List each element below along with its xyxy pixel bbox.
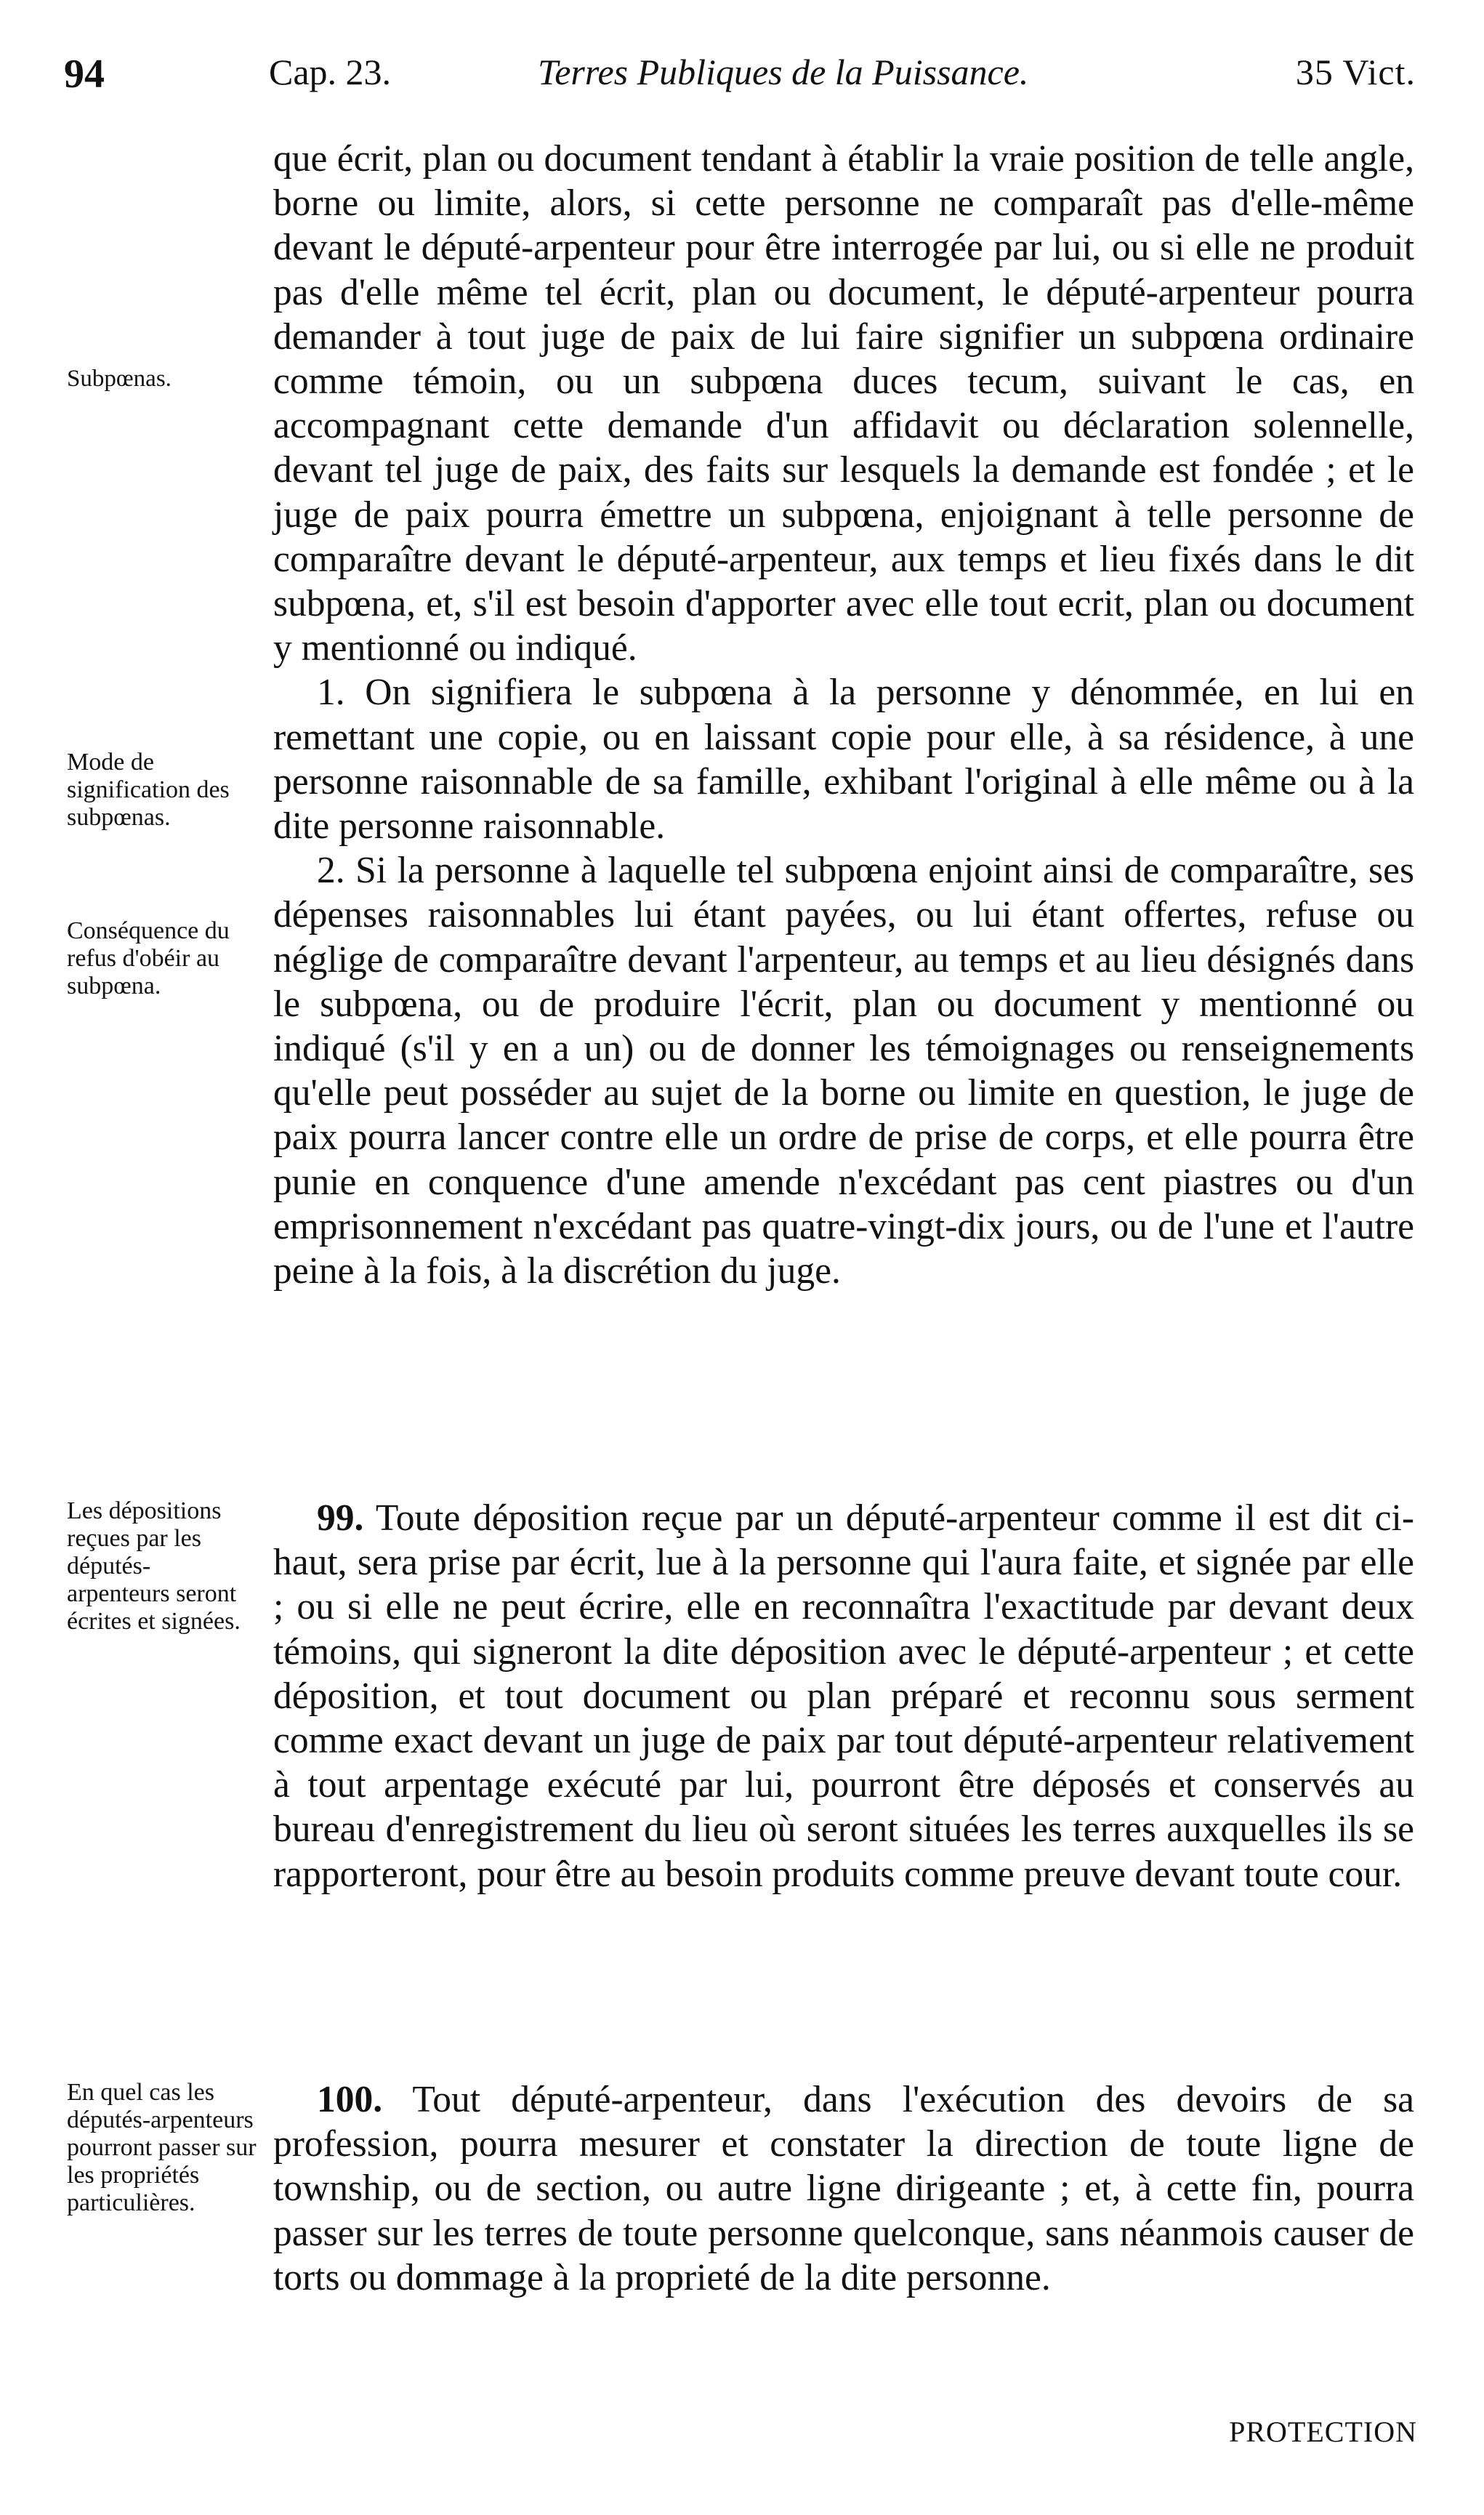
page-header — [64, 51, 1416, 109]
section-99-number: 99. — [317, 1497, 364, 1539]
chapter-label: Cap. 23. — [269, 52, 392, 92]
margin-note-consequence: Conséquence du refus d'obéir au subpœna. — [67, 917, 230, 999]
margin-note-subpoenas: Subpœnas. — [67, 366, 172, 392]
section-99-text: Toute déposition reçue par un député-arpenteur comme il est dit ci-haut, sera prise par écrit, lue à la personne qui l'aura faite, et signée par elle ; ou si elle ne peut écrire, elle en reconnaîtra l'exactitude par devant deux témoins, qui signeront la dite déposition avec le député-arpenteur ; et cette déposition, et tout document ou plan préparé et reconnu sous serment comme exact devant un juge de paix par tout député-arpenteur relativement à tout arpentage exécuté par lui, pourront être déposés et conservés au bureau d'enregistrement du lieu où seront situées les terres auxquelles ils se rapporteront, pour être au besoin produits comme preuve devant toute cour. — [273, 1497, 1414, 1895]
section-100 — [273, 2077, 1414, 2300]
margin-note-depositions: Les dépositions reçues par les députés-arpenteurs seront écrites et signées. — [67, 1497, 241, 1635]
paragraph-1: 1. On signifiera le subpœna à la personne y dénommée, en lui en remettant une copie, ou en laissant copie pour elle, à sa résidence, à une personne raisonnable de sa famille, exhibant l'original à elle même ou à la dite personne raisonnable. — [273, 672, 1414, 848]
catchword: PROTECTION — [1229, 2415, 1417, 2448]
margin-note-en-quel-cas: En quel cas les députés-arpenteurs pourront passer sur les propriétés particulières. — [67, 2079, 257, 2216]
section-100-text: Tout député-arpenteur, dans l'exécution des devoirs de sa profession, pourra mesurer et constater la direction de toute ligne de township, ou de section, ou autre ligne dirigeante ; et, à cette fin, pourra passer sur les terres de toute personne quelconque, sans néanmois causer de torts ou dommage à la proprieté de la dite personne. — [273, 2079, 1414, 2298]
year-label: 35 Vict. — [1295, 52, 1416, 92]
paragraph-continuation: que écrit, plan ou document tendant à établir la vraie position de telle angle, borne ou limite, alors, si cette personne ne comparaît pas d'elle-même devant le député-arpenteur pour être interrogée par lui, ou si elle ne produit pas d'elle même tel écrit, plan ou document, le député-arpenteur pourra demander à tout juge de paix de lui faire signifier un subpœna ordinaire comme témoin, ou un subpœna duces tecum, suivant le cas, en accompagnant cette demande d'un affidavit ou déclaration solennelle, devant tel juge de paix, des faits sur lesquels la demande est fondée ; et le juge de paix pourra émettre un subpœna, enjoignant à telle personne de comparaître devant le député-arpenteur, aux temps et lieu fixés dans le dit subpœna, et, s'il est besoin d'apporter avec elle tout ecrit, plan ou document y mentionné ou indiqué. — [273, 138, 1414, 669]
section-99 — [273, 1496, 1414, 1896]
paragraph-2: 2. Si la personne à laquelle tel subpœna enjoint ainsi de comparaître, ses dépenses raisonnables lui étant payées, ou lui étant offertes, refuse ou néglige de comparaître devant l'arpenteur, au temps et au lieu désignés dans le subpœna, ou de produire l'écrit, plan ou document y mentionné ou indiqué (s'il y en a un) ou de donner les témoignages ou renseignements qu'elle peut posséder au sujet de la borne ou limite en question, le juge de paix pourra lancer contre elle un ordre de prise de corps, et elle pourra être punie en conquence d'une amende n'excédant pas cent piastres ou d'un emprisonnement n'excédant pas quatre-vingt-dix jours, ou de l'une et l'autre peine à la fois, à la discrétion du juge. — [273, 850, 1414, 1292]
margin-note-mode: Mode de signification des subpœnas. — [67, 749, 230, 831]
page-number: 94 — [64, 52, 105, 97]
section-100-number: 100. — [317, 2079, 383, 2120]
running-title: Terres Publiques de la Puissance. — [538, 52, 1029, 92]
body-block-1 — [273, 137, 1414, 1293]
